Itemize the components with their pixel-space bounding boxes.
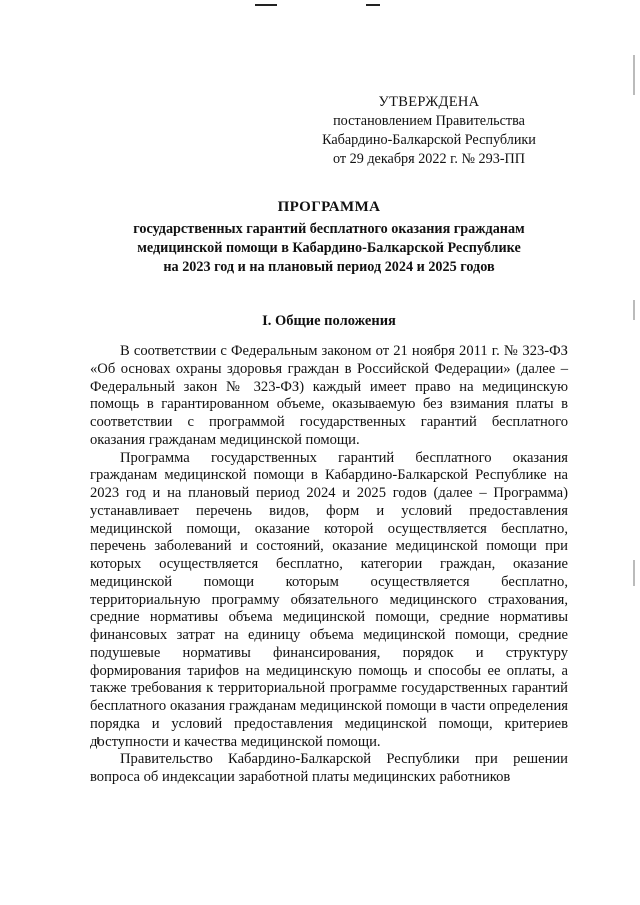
scan-edge-shadow bbox=[633, 300, 635, 320]
body-paragraph: Программа государственных гарантий бесплатного оказания гражданам медицинской помощи в Кабардино-Балкарской Республике на 2023 год и на плановый период 2024 и 2025 годов (далее – Программа) устанавливает перечень видов, форм и условий предоставления медицинской помощи, оказание которой осуществляется бесплатно, перечень заболеваний и состояний, оказание медицинской помощи при которых осуществляется бесплатно, категории граждан, оказание медицинской помощи которым осуществляется бесплатно, территориальную программу обязательного медицинского страхования, средние нормативы объема медицинской помощи, средние нормативы финансовых затрат на единицу объема медицинской помощи, средние подушевые нормативы финансирования, порядок и структуру формирования тарифов на медицинскую помощь и способы ее оплаты, а также требования к территориальной программе государственных гарантий бесплатного оказания гражданам медицинской помощи в части определения порядка и условий предоставления медицинской помощи, критериев доступности и качества медицинской помощи. bbox=[90, 449, 568, 750]
approval-line: Кабардино-Балкарской Республики bbox=[322, 132, 536, 148]
approval-line: от 29 декабря 2022 г. № 293-ПП bbox=[332, 151, 526, 167]
scan-edge-shadow bbox=[633, 55, 635, 95]
scan-artifact-mark bbox=[366, 4, 380, 6]
section-heading: I. Общие положения bbox=[262, 313, 396, 329]
document-body bbox=[90, 343, 568, 787]
approval-title: УТВЕРЖДЕНА bbox=[378, 94, 480, 110]
approval-stamp bbox=[300, 93, 558, 169]
document-title: ПРОГРАММА bbox=[277, 199, 381, 215]
scan-edge-shadow bbox=[633, 560, 635, 586]
approval-line: постановлением Правительства bbox=[333, 113, 525, 129]
subtitle-line: медицинской помощи в Кабардино-Балкарской Республике bbox=[137, 240, 521, 256]
subtitle-line: на 2023 год и на плановый период 2024 и 2025 годов bbox=[163, 259, 495, 275]
document-subtitle bbox=[90, 220, 568, 277]
subtitle-line: государственных гарантий бесплатного оказания гражданам bbox=[133, 221, 525, 237]
scan-artifact-mark bbox=[255, 4, 277, 6]
body-paragraph: В соответствии с Федеральным законом от 21 ноября 2011 г. № 323-ФЗ «Об основах охраны здоровья граждан в Российской Федерации» (далее – Федеральный закон № 323-ФЗ) каждый имеет право на медицинскую помощь в гарантированном объеме, оказываемую без взимания платы в соответствии с программой государственных гарантий бесплатного оказания гражданам медицинской помощи. bbox=[90, 343, 568, 448]
body-paragraph: Правительство Кабардино-Балкарской Республики при решении вопроса об индексации заработной платы медицинских работников bbox=[90, 751, 568, 785]
